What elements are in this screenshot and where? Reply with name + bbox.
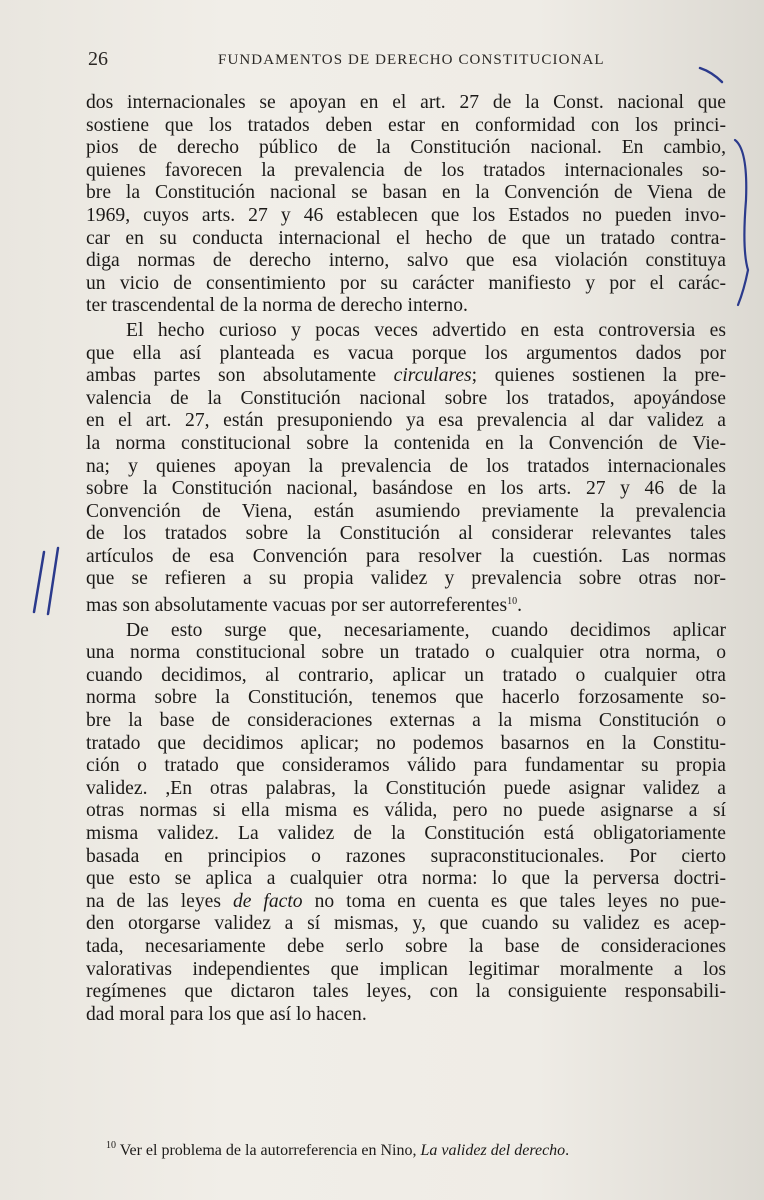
text-segment: ambas partes son absolutamente — [86, 365, 394, 387]
text-line: validez. ,En otras palabras, la Constitución puede asignar validez a — [86, 777, 726, 799]
text-line: cuando decidimos, al contrario, aplicar un tratado o cualquier otra — [86, 664, 726, 686]
emphasis-de-facto: de facto — [232, 890, 303, 912]
text-line: una norma constitucional sobre un tratado o cualquier otra norma, o — [86, 642, 726, 664]
text-line: sobre la Constitución nacional, basándose en los arts. 27 y 46 de la — [86, 478, 726, 500]
text-line: valencia de la Constitución nacional sobre los tratados, apoyándose — [86, 387, 726, 409]
pen-bracket-mark — [735, 140, 748, 305]
page-number: 26 — [88, 48, 108, 70]
text-line: de los tratados sobre la Constitución al considerar relevantes tales — [86, 523, 726, 545]
text-line: ter trascendental de la norma de derecho interno. — [86, 295, 468, 317]
text-segment: ; quienes sostienen la pre- — [471, 365, 727, 387]
emphasis-circulares: circulares — [393, 365, 472, 387]
text-segment: no toma en cuenta es que tales leyes no pue- — [302, 890, 726, 912]
footnote-end: . — [565, 1142, 570, 1159]
text-line: diga normas de derecho interno, salvo que esa violación constituya — [86, 250, 726, 272]
pen-line-mark — [34, 552, 44, 612]
footnote-number: 10 — [106, 1140, 116, 1151]
text-line: un vicio de consentimiento por su carácter manifiesto y por el carác- — [86, 272, 726, 294]
text-line: basada en principios o razones supraconstitucionales. Por cierto — [86, 845, 726, 867]
text-line: ción o tratado que consideramos válido para fundamentar su propia — [86, 755, 726, 777]
text-line: car en su conducta internacional el hecho de que un tratado contra- — [86, 227, 726, 249]
text-line: otras normas si ella misma es válida, pero no puede asignarse a sí — [86, 800, 726, 822]
text-segment: mas son absolutamente vacuas por ser autorreferentes — [86, 595, 508, 617]
text-line: que ella así planteada es vacua porque los argumentos dados por — [86, 342, 726, 364]
text-line: valorativas independientes que implican legitimar moralmente a los — [86, 958, 726, 980]
text-line: bre la Constitución nacional se basan en la Convención de Viena de — [86, 182, 726, 204]
text-line: sostiene que los tratados deben estar en conformidad con los princi- — [86, 114, 726, 136]
text-line: norma sobre la Constitución, tenemos que hacerlo forzosamente so- — [86, 687, 726, 709]
footnote-reference: 10 — [507, 596, 518, 608]
text-line: dad moral para los que así lo hacen. — [86, 1003, 367, 1025]
text-line: artículos de esa Convención para resolver la cuestión. Las normas — [86, 545, 726, 567]
text-line: Convención de Viena, están asumiendo previamente la prevalencia — [86, 500, 726, 522]
text-line: 1969, cuyos arts. 27 y 46 establecen que los Estados no pueden invo- — [86, 204, 726, 226]
text-line: na; y quienes apoyan la prevalencia de los tratados internacionales — [86, 455, 726, 477]
text-line: den otorgarse validez a sí mismas, y, que cuando su validez es acep- — [86, 913, 726, 935]
pen-tick-mark — [700, 68, 722, 82]
footnote-text: Ver el problema de la autorreferencia en Nino, — [119, 1142, 421, 1159]
text-line: la norma constitucional sobre la contenida en la Convención de Vie- — [86, 432, 726, 454]
text-line: tratado que decidimos aplicar; no podemos basarnos en la Constitu- — [86, 732, 726, 754]
text-line: bre la base de consideraciones externas a la misma Constitución o — [86, 710, 726, 732]
running-title: FUNDAMENTOS DE DERECHO CONSTITUCIONAL — [218, 52, 605, 68]
text-line: De esto surge que, necesariamente, cuando decidimos aplicar — [126, 619, 726, 641]
footnote-book-title: La validez del derecho — [420, 1142, 566, 1159]
text-line: que se refieren a su propia validez y prevalencia sobre otras nor- — [86, 568, 726, 590]
text-line: en el art. 27, están presuponiendo ya esa prevalencia al dar validez a — [86, 410, 726, 432]
text-line: quienes favorecen la prevalencia de los tratados internacionales so- — [86, 159, 726, 181]
pen-line-mark — [48, 548, 58, 614]
text-line: regímenes que dictaron tales leyes, con la consiguiente responsabili- — [86, 981, 726, 1003]
text-line: dos internacionales se apoyan en el art. 27 de la Const. nacional que — [86, 92, 726, 113]
text-segment: na de las leyes — [86, 890, 233, 912]
text-line: que esto se aplica a cualquier otra norma: lo que la perversa doctri- — [86, 868, 726, 890]
text-line: El hecho curioso y pocas veces advertido en esta controversia es — [126, 319, 726, 341]
text-line: tada, necesariamente debe serlo sobre la base de consideraciones — [86, 935, 726, 957]
text-line: pios de derecho público de la Constitución nacional. En cambio, — [86, 137, 726, 159]
text-line: misma validez. La validez de la Constitución está obligatoriamente — [86, 823, 726, 844]
text-segment: . — [517, 595, 523, 617]
